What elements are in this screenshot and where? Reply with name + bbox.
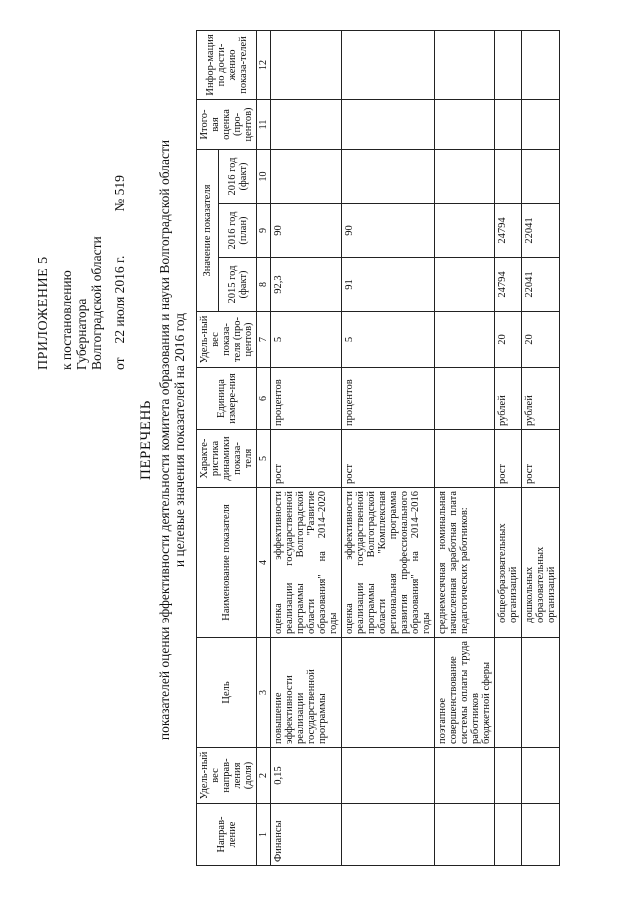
header-2016-fact: 2016 год (факт) (219, 149, 257, 203)
cell-unit: рублей (522, 368, 560, 430)
cell-goal (342, 638, 435, 748)
col-number: 8 (257, 258, 271, 312)
cell-2016-plan: 90 (271, 204, 342, 258)
col-number: 10 (257, 149, 271, 203)
col-number: 11 (257, 99, 271, 149)
cell-total (435, 99, 495, 149)
cell-info (495, 30, 522, 99)
cell-2016-fact (435, 149, 495, 203)
cell-info (342, 30, 435, 99)
cell-2016-fact (271, 149, 342, 203)
table-row (495, 30, 522, 865)
cell-2016-plan: 22041 (522, 204, 560, 258)
cell-dynamics: рост (342, 430, 435, 488)
cell-weight (522, 748, 560, 804)
col-number: 9 (257, 204, 271, 258)
cell-dynamics: рост (271, 430, 342, 488)
heading-subtitle-2: и целевые значения показателей на 2016 год (172, 312, 187, 568)
table-row (435, 30, 495, 865)
cell-indicator-weight: 5 (342, 312, 435, 368)
appendix-block (36, 30, 127, 370)
cell-indicator: среднемесячная номинальная начисленная заработная плата педагогических работников: (435, 488, 495, 638)
document-number: № 519 (112, 175, 127, 212)
cell-direction (435, 804, 495, 866)
heading-subtitle-1: показателей оценки эффективности деятельности комитета образования и науки Волгоградской области (157, 139, 172, 741)
cell-dynamics: рост (495, 430, 522, 488)
cell-2016-fact (342, 149, 435, 203)
header-weight: Удель-ный вес направ-ления (доля) (197, 748, 257, 804)
cell-goal (495, 638, 522, 748)
cell-2015-fact: 24794 (495, 258, 522, 312)
cell-total (522, 99, 560, 149)
cell-unit (435, 368, 495, 430)
header-2015-fact: 2015 год (факт) (219, 258, 257, 312)
cell-2015-fact (435, 258, 495, 312)
col-number: 3 (257, 638, 271, 748)
cell-indicator: дошкольных образовательных организаций (522, 488, 560, 638)
header-dynamics: Характе-ристика динамики показа-теля (197, 430, 257, 488)
cell-indicator: оценка эффективности реализации государственной программы Волгоградской области "Развитие образования" на 2014–2020 годы (271, 488, 342, 638)
header-info: Инфор-мация по дости-жению показа-телей (197, 30, 257, 99)
cell-2015-fact: 92,3 (271, 258, 342, 312)
date-value: 22 июля 2016 г. (112, 255, 127, 344)
col-number: 12 (257, 30, 271, 99)
cell-info (271, 30, 342, 99)
cell-total (495, 99, 522, 149)
header-value-group: Значение показателя (197, 149, 219, 311)
cell-indicator-weight: 20 (495, 312, 522, 368)
cell-2016-plan: 90 (342, 204, 435, 258)
cell-info (435, 30, 495, 99)
header-indicator-weight: Удель-ный вес показа-теля (про-центов) (197, 312, 257, 368)
header-direction: Направ-ление (197, 804, 257, 866)
cell-dynamics (435, 430, 495, 488)
cell-goal: повышение эффективности реализации государственной программы (271, 638, 342, 748)
col-number: 1 (257, 804, 271, 866)
cell-info (522, 30, 560, 99)
column-number-row (257, 30, 271, 865)
cell-unit: процентов (342, 368, 435, 430)
appendix-title: ПРИЛОЖЕНИЕ 5 (36, 256, 51, 370)
appendix-date-line (112, 30, 127, 370)
cell-indicator: оценка эффективности реализации государственной программы Волгоградской области "Комплексная региональная программа развития профессионального образования" на 2014–2016 годы (342, 488, 435, 638)
cell-goal: поэтапное совершенствование системы оплаты труда работников бюджетной сферы (435, 638, 495, 748)
header-row (197, 30, 219, 865)
document-heading (138, 100, 187, 780)
cell-indicator-weight: 20 (522, 312, 560, 368)
appendix-line-1: к постановлению (59, 270, 74, 370)
cell-2015-fact: 91 (342, 258, 435, 312)
cell-2016-plan: 24794 (495, 204, 522, 258)
cell-weight (342, 748, 435, 804)
header-goal: Цель (197, 638, 257, 748)
col-number: 5 (257, 430, 271, 488)
cell-goal (522, 638, 560, 748)
cell-weight (495, 748, 522, 804)
col-number: 4 (257, 488, 271, 638)
cell-direction (495, 804, 522, 866)
header-indicator: Наименование показателя (197, 488, 257, 638)
heading-title: ПЕРЕЧЕНЬ (138, 400, 154, 480)
cell-total (271, 99, 342, 149)
date-prefix: от (112, 357, 127, 370)
table-row (271, 30, 342, 865)
header-total: Итого-вая оценка (про-центов) (197, 99, 257, 149)
cell-indicator: общеобразовательных организаций (495, 488, 522, 638)
col-number: 7 (257, 312, 271, 368)
cell-total (342, 99, 435, 149)
cell-indicator-weight (435, 312, 495, 368)
cell-weight (435, 748, 495, 804)
cell-direction (342, 804, 435, 866)
cell-unit: рублей (495, 368, 522, 430)
cell-dynamics: рост (522, 430, 560, 488)
cell-direction (522, 804, 560, 866)
appendix-line-2: Губернатора (74, 298, 89, 370)
document-page (18, 10, 618, 890)
cell-2016-fact (495, 149, 522, 203)
header-unit: Единица измере-ния (197, 368, 257, 430)
col-number: 6 (257, 368, 271, 430)
cell-weight: 0,15 (271, 748, 342, 804)
indicators-table (196, 30, 560, 866)
cell-direction: Финансы (271, 804, 342, 866)
table-row (342, 30, 435, 865)
col-number: 2 (257, 748, 271, 804)
cell-indicator-weight: 5 (271, 312, 342, 368)
appendix-line-3: Волгоградской области (89, 236, 104, 370)
cell-2016-fact (522, 149, 560, 203)
header-2016-plan: 2016 год (план) (219, 204, 257, 258)
cell-2015-fact: 22041 (522, 258, 560, 312)
table-row (522, 30, 560, 865)
cell-unit: процентов (271, 368, 342, 430)
cell-2016-plan (435, 204, 495, 258)
